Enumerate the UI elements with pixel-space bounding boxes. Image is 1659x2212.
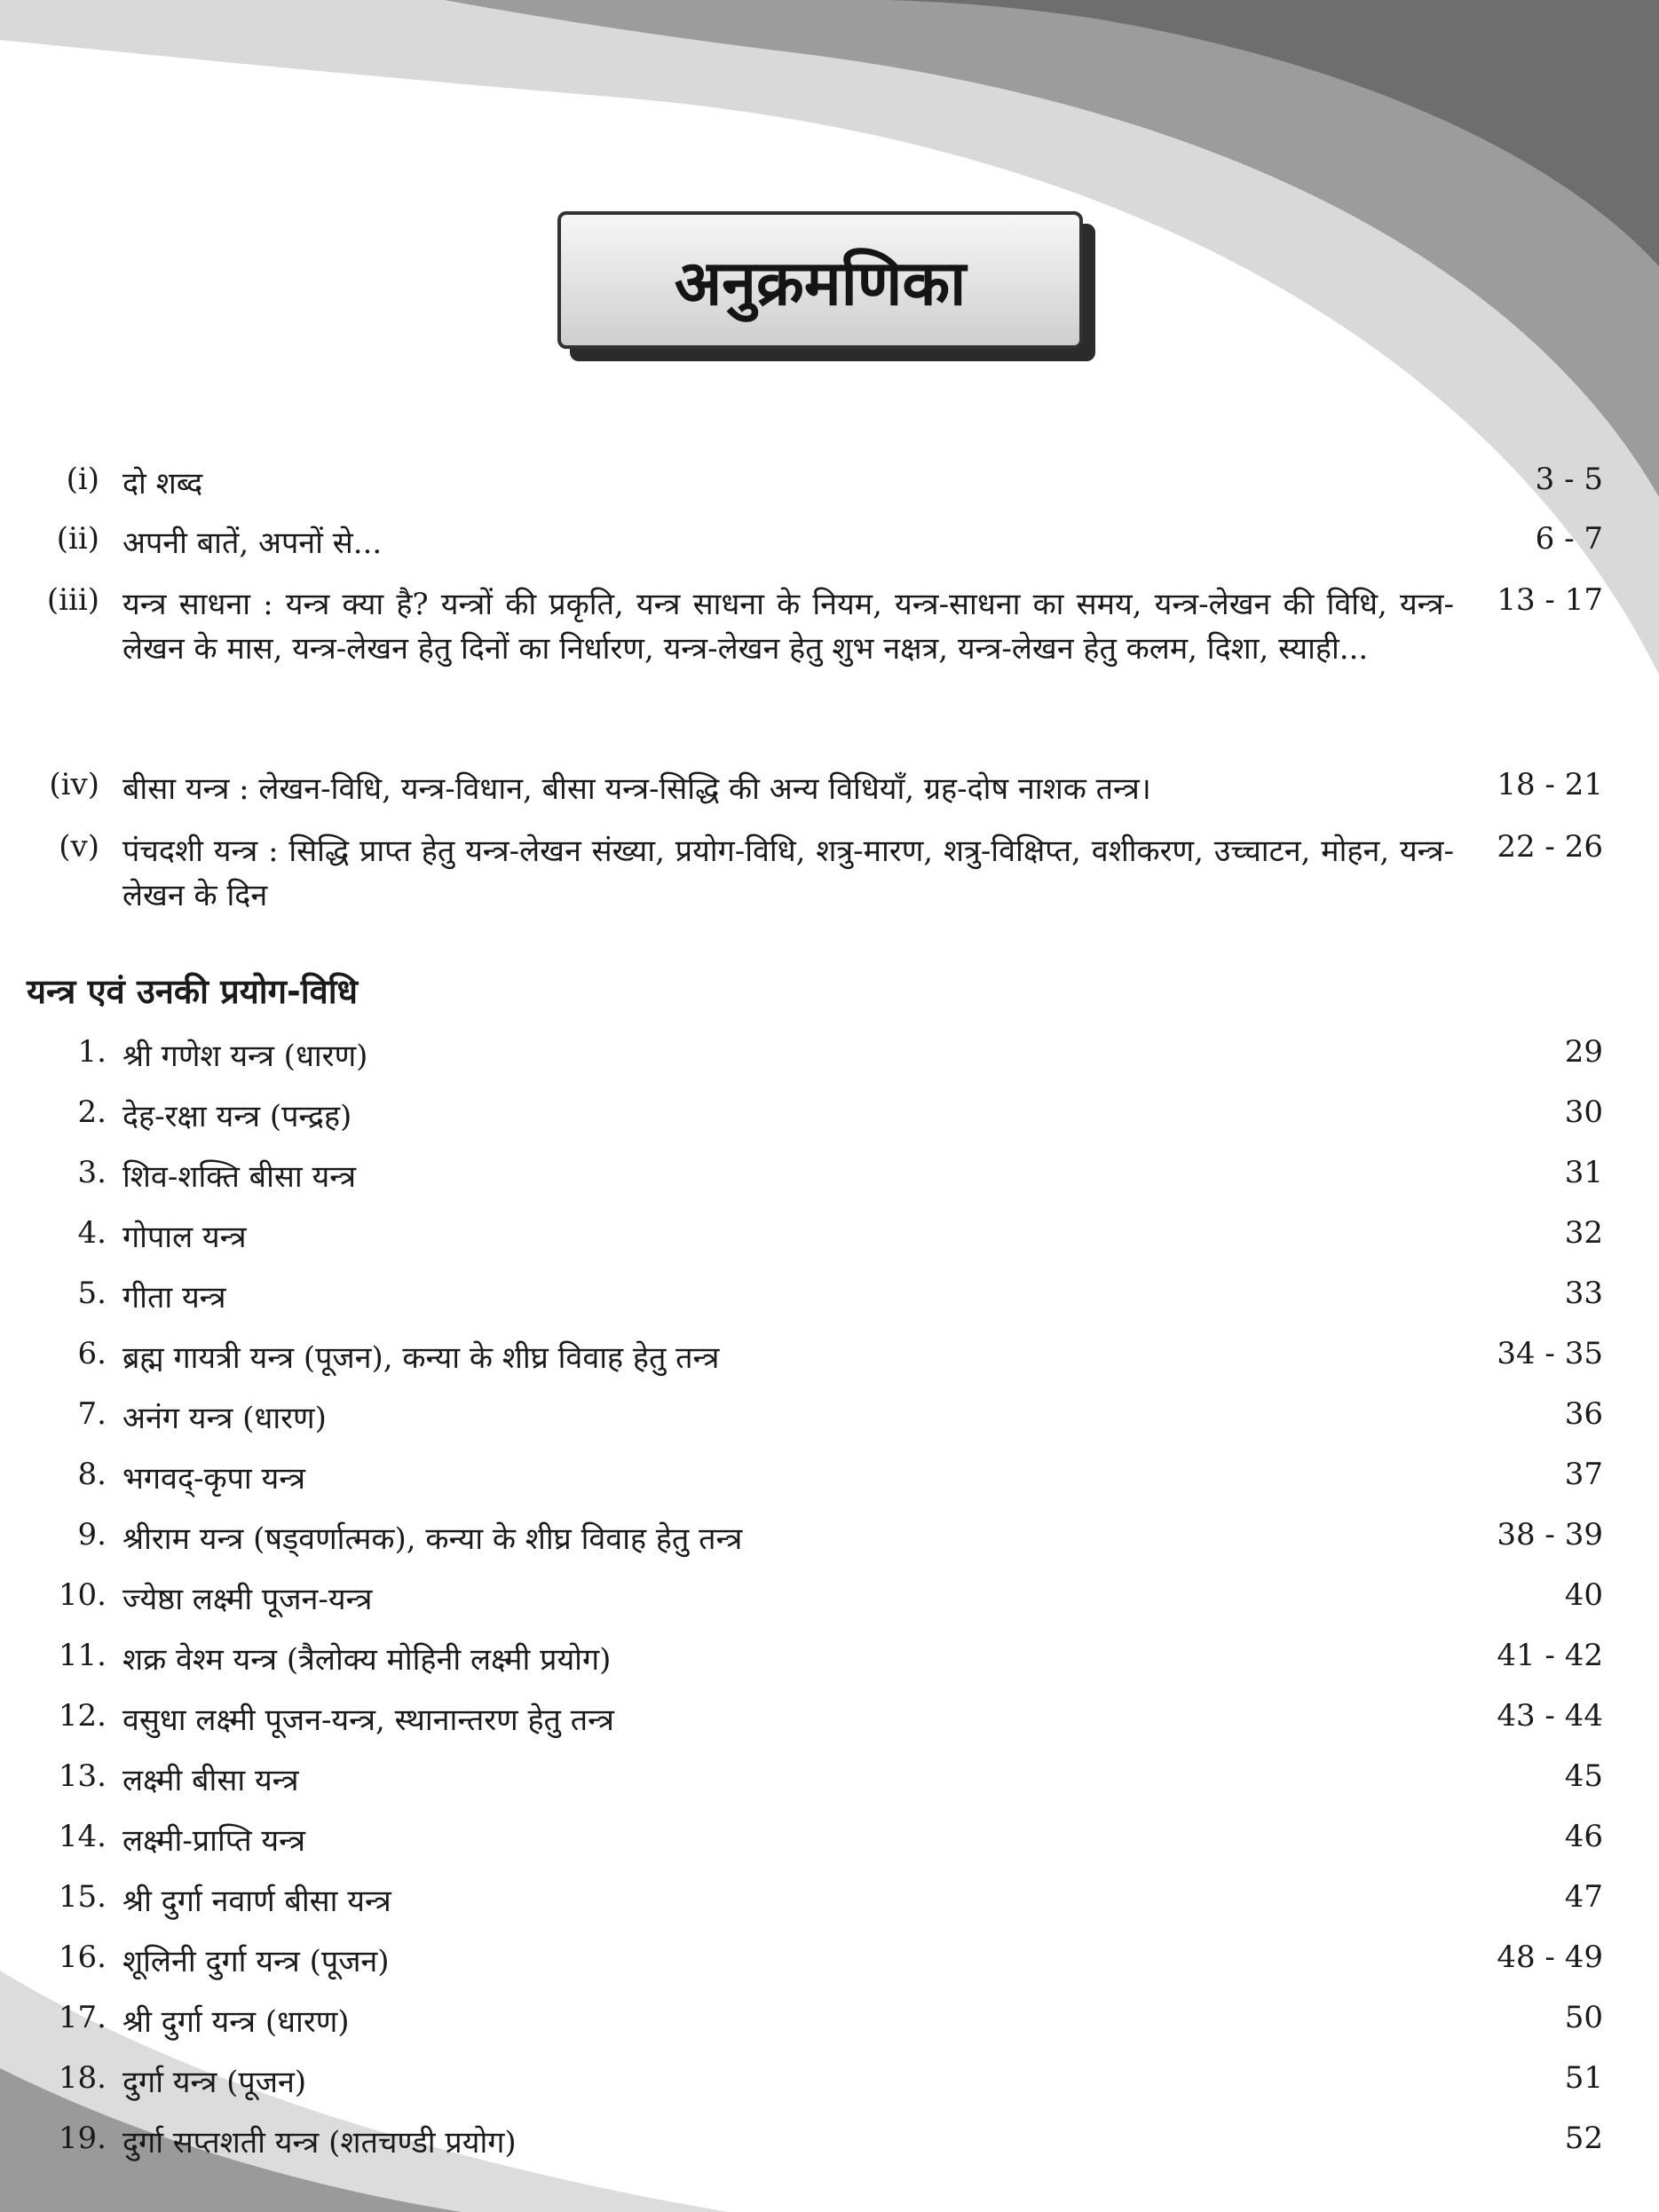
entry-number: 14. — [58, 1819, 107, 1854]
section-heading: यन्त्र एवं उनकी प्रयोग-विधि — [27, 972, 358, 1011]
entry-number: 17. — [58, 2000, 107, 2035]
entry-title: श्री दुर्गा नवार्ण बीसा यन्त्र — [122, 1884, 391, 1919]
entry-title: वसुधा लक्ष्मी पूजन-यन्त्र, स्थानान्तरण हेतु तन्त्र — [122, 1702, 614, 1738]
entry-title: दुर्गा यन्त्र (पूजन) — [122, 2065, 307, 2100]
entry-number: 2. — [77, 1094, 107, 1130]
entry-title: गीता यन्त्र — [122, 1280, 226, 1315]
entry-pages: 30 — [1564, 1094, 1603, 1130]
entry-pages: 34 - 35 — [1497, 1336, 1603, 1371]
toc-row — [0, 1577, 1659, 1631]
entry-title: शूलिनी दुर्गा यन्त्र (पूजन) — [122, 1944, 390, 1979]
entry-title: दुर्गा सप्तशती यन्त्र (शतचण्डी प्रयोग) — [122, 2125, 517, 2161]
toc-row — [0, 1396, 1659, 1450]
item-title: अपनी बातें, अपनों से... — [122, 525, 383, 561]
item-pages: 3 - 5 — [1535, 462, 1603, 497]
toc-row — [0, 1939, 1659, 1993]
toc-row — [0, 1457, 1659, 1510]
page-title: अनुक्रमणिका — [674, 246, 967, 320]
entry-pages: 50 — [1564, 2000, 1603, 2035]
entry-number: 18. — [58, 2060, 107, 2096]
entry-number: 16. — [58, 1939, 107, 1975]
entry-pages: 46 — [1564, 1819, 1603, 1854]
toc-row — [0, 1819, 1659, 1872]
item-pages: 13 - 17 — [1497, 582, 1603, 618]
item-title: यन्त्र साधना : यन्त्र क्या है? यन्त्रों की प्रकृति, यन्त्र साधना के नियम, यन्त्र-साधना का समय, यन्त्र-लेखन की विधि, यन्त्र-लेखन के मास, यन्त्र-लेखन हेतु दिनों का निर्धारण, यन्त्र-लेखन हेतु शुभ नक्षत्र, यन्त्र-लेखन हेतु कलम, दिशा, स्याही... — [122, 587, 1454, 667]
toc-row — [0, 1094, 1659, 1148]
toc-row — [0, 1879, 1659, 1932]
item-number: (i) — [66, 462, 99, 497]
toc-row — [0, 1034, 1659, 1087]
entry-pages: 45 — [1564, 1758, 1603, 1794]
item-title: दो शब्द — [122, 466, 203, 502]
entry-pages: 29 — [1564, 1034, 1603, 1070]
item-pages: 6 - 7 — [1535, 521, 1603, 557]
toc-row — [0, 1155, 1659, 1208]
item-number: (iv) — [49, 767, 99, 802]
entry-pages: 43 - 44 — [1497, 1698, 1603, 1734]
item-pages: 18 - 21 — [1497, 767, 1603, 802]
toc-row — [0, 2121, 1659, 2174]
entry-pages: 33 — [1564, 1276, 1603, 1311]
entry-number: 9. — [77, 1517, 107, 1552]
item-title: बीसा यन्त्र : लेखन-विधि, यन्त्र-विधान, बीसा यन्त्र-सिद्धि की अन्य विधियाँ, ग्रह-दोष नाशक तन्त्र। — [122, 771, 1151, 807]
entry-title: भगवद्-कृपा यन्त्र — [122, 1461, 306, 1497]
entry-title: ज्येष्ठा लक्ष्मी पूजन-यन्त्र — [122, 1582, 373, 1617]
entry-number: 7. — [77, 1396, 107, 1432]
entry-pages: 51 — [1564, 2060, 1603, 2096]
entry-title: अनंग यन्त्र (धारण) — [122, 1401, 327, 1436]
entry-pages: 48 - 49 — [1497, 1939, 1603, 1975]
toc-row — [0, 2060, 1659, 2113]
title-plate — [557, 211, 1083, 349]
entry-pages: 47 — [1564, 1879, 1603, 1915]
item-number: (iii) — [46, 582, 99, 618]
entry-number: 5. — [77, 1276, 107, 1311]
toc-row — [0, 1638, 1659, 1691]
entry-title: श्री दुर्गा यन्त्र (धारण) — [122, 2004, 350, 2040]
item-pages: 22 - 26 — [1497, 829, 1603, 865]
entry-number: 1. — [77, 1034, 107, 1070]
toc-row — [0, 1698, 1659, 1751]
entry-number: 11. — [58, 1638, 107, 1673]
entry-number: 12. — [58, 1698, 107, 1734]
entry-number: 4. — [77, 1215, 107, 1251]
entry-title: शिव-शक्ति बीसा यन्त्र — [122, 1159, 357, 1195]
toc-row — [0, 1215, 1659, 1268]
entry-title: देह-रक्षा यन्त्र (पन्द्रह) — [122, 1099, 352, 1134]
item-number: (v) — [59, 829, 99, 865]
entry-number: 6. — [77, 1336, 107, 1371]
entry-title: ब्रह्म गायत्री यन्त्र (पूजन), कन्या के शीघ्र विवाह हेतु तन्त्र — [122, 1340, 720, 1376]
entry-pages: 52 — [1564, 2121, 1603, 2156]
item-number: (ii) — [56, 521, 99, 557]
entry-pages: 36 — [1564, 1396, 1603, 1432]
item-title: पंचदशी यन्त्र : सिद्धि प्राप्त हेतु यन्त्र-लेखन संख्या, प्रयोग-विधि, शत्रु-मारण, शत्रु-विक्षिप्त, वशीकरण, उच्चाटन, मोहन, यन्त्र-लेखन के दिन — [122, 833, 1454, 913]
entry-number: 8. — [77, 1457, 107, 1492]
entry-pages: 32 — [1564, 1215, 1603, 1251]
toc-row — [0, 1276, 1659, 1329]
toc-row — [0, 1336, 1659, 1389]
entry-number: 13. — [58, 1758, 107, 1794]
entry-pages: 41 - 42 — [1497, 1638, 1603, 1673]
entry-number: 19. — [58, 2121, 107, 2156]
entry-title: लक्ष्मी-प्राप्ति यन्त्र — [122, 1823, 305, 1859]
entry-number: 3. — [77, 1155, 107, 1190]
entry-pages: 31 — [1564, 1155, 1603, 1190]
toc-row — [0, 1517, 1659, 1570]
entry-title: गोपाल यन्त्र — [122, 1220, 247, 1255]
entry-number: 15. — [58, 1879, 107, 1915]
entry-pages: 40 — [1564, 1577, 1603, 1613]
entry-pages: 37 — [1564, 1457, 1603, 1492]
entry-title: लक्ष्मी बीसा यन्त्र — [122, 1763, 299, 1798]
toc-row — [0, 1758, 1659, 1812]
toc-row — [0, 2000, 1659, 2053]
entry-pages: 38 - 39 — [1497, 1517, 1603, 1552]
title-plate-box — [557, 211, 1083, 349]
entry-title: श्री गणेश यन्त्र (धारण) — [122, 1039, 368, 1074]
entry-title: शक्र वेश्म यन्त्र (त्रैलोक्य मोहिनी लक्ष्मी प्रयोग) — [122, 1642, 612, 1678]
entry-number: 10. — [58, 1577, 107, 1613]
entry-title: श्रीराम यन्त्र (षड्वर्णात्मक), कन्या के शीघ्र विवाह हेतु तन्त्र — [122, 1521, 743, 1557]
